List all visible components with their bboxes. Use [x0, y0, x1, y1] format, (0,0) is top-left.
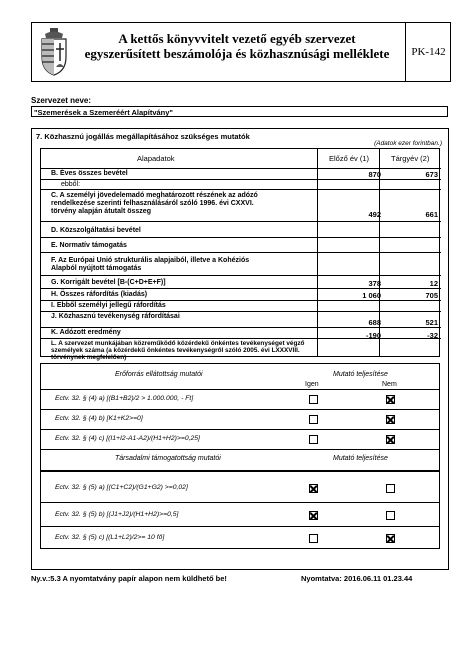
- table-row: F. Az Európai Unió strukturális alapjaiból, illetve a Kohéziós Alapból nyújtott támogatás: [41, 253, 441, 276]
- hungarian-coat-of-arms-icon: [37, 27, 71, 77]
- yes-checkbox[interactable]: [309, 484, 318, 493]
- unit-note: (Adatok ezer forintban.): [374, 140, 442, 147]
- indicator-row: Ectv. 32. § (4) a) [(B1+B2)/2 > 1.000.000, - Ft]: [41, 389, 439, 409]
- social-fulfillment-heading: Mutató teljesítése: [333, 455, 388, 462]
- table-row: ebből:: [41, 180, 441, 190]
- table-row: G. Korrigált bevétel [B-(C+D+E+F)] 378 12: [41, 276, 441, 289]
- yes-checkbox[interactable]: [309, 511, 318, 520]
- indicator-row: Ectv. 32. § (4) b) [K1+K2>=0]: [41, 409, 439, 429]
- table-header-row: [41, 149, 441, 169]
- resource-indicators-heading: Erőforrás ellátottság mutatói: [115, 371, 203, 378]
- indicator-row: Ectv. 32. § (5) a) [(C1+C2)/(G1+G2) >=0,02]: [41, 478, 439, 498]
- no-checkbox[interactable]: [386, 511, 395, 520]
- col-header-curr: Tárgyév (2): [391, 154, 430, 163]
- yes-label: Igen: [305, 381, 319, 388]
- table-row: K. Adózott eredmény -190 -32: [41, 328, 441, 339]
- table-row: E. Normatív támogatás: [41, 238, 441, 253]
- base-data-table: [40, 148, 440, 361]
- indicator-row: Ectv. 32. § (5) b) [(J1+J2)/(H1+H2)>=0,5]: [41, 502, 439, 525]
- yes-checkbox[interactable]: [309, 415, 318, 424]
- yes-checkbox[interactable]: [309, 435, 318, 444]
- col-header-prev: Előző év (1): [329, 154, 370, 163]
- table-row: I. Ebből személyi jellegű ráfordítás: [41, 301, 441, 312]
- form-title: [76, 31, 398, 61]
- table-row: J. Közhasznú tevékenység ráfordításai 688 521: [41, 312, 441, 328]
- indicators-section: [31, 128, 449, 570]
- organization-label: Szervezet neve:: [31, 96, 92, 105]
- social-heading-row: [41, 449, 439, 471]
- table-row: L. A szervezet munkájában közreműködő közérdekű önkéntes tevékenységet végző személyek száma (a közérdekű önkéntes tevékenységről szóló 2005. évi LXXXVIII. törvénynek megfelelően): [51, 340, 305, 361]
- indicator-row: Ectv. 32. § (4) c) [(I1+I2-A1-A2)/(H1+H2)>=0,25]: [41, 429, 439, 449]
- table-row: B. Éves összes bevétel 870 673: [41, 168, 441, 180]
- footer-note: Ny.v.:5.3 A nyomtatvány papír alapon nem küldhető be!: [31, 574, 227, 583]
- form-header: [31, 22, 451, 82]
- social-indicators-box: [40, 471, 440, 549]
- form-title-line2: egyszerűsített beszámolója és közhasznúsági melléklete: [84, 46, 390, 61]
- fulfillment-heading: Mutató teljesítése: [333, 371, 388, 378]
- print-timestamp: Nyomtatva: 2016.06.11 01.23.44: [301, 574, 413, 583]
- indicator-row: Ectv. 32. § (5) c) [(L1+L2)/2>= 10 fő]: [41, 526, 439, 549]
- resource-indicators-box: [40, 363, 440, 471]
- no-checkbox[interactable]: [386, 435, 395, 444]
- social-indicators-heading: Társadalmi támogatottság mutatói: [115, 455, 221, 462]
- yes-checkbox[interactable]: [309, 395, 318, 404]
- no-checkbox[interactable]: [386, 395, 395, 404]
- form-title-line1: A kettős könyvvitelt vezető egyéb szervezet: [118, 31, 356, 46]
- no-checkbox[interactable]: [386, 484, 395, 493]
- col-header-data: Alapadatok: [137, 154, 175, 163]
- organization-name-field[interactable]: "Szemerések a Szemeréért Alapítvány": [31, 106, 448, 117]
- table-row: C. A személyi jövedelemadó meghatározott részének az adózó rendelkezése szerinti felhasználásáról szóló 1996. évi CXXVI. törvény alapján átutalt összeg 492 661: [41, 190, 441, 222]
- no-checkbox[interactable]: [386, 534, 395, 543]
- section-title: 7. Közhasznú jogállás megállapításához szükséges mutatók: [36, 132, 250, 141]
- no-label: Nem: [382, 381, 397, 388]
- table-row: D. Közszolgáltatási bevétel: [41, 222, 441, 238]
- no-checkbox[interactable]: [386, 415, 395, 424]
- yes-checkbox[interactable]: [309, 534, 318, 543]
- table-row: H. Összes ráfordítás (kiadás) 1 060 705: [41, 289, 441, 301]
- form-code: PK-142: [405, 23, 451, 81]
